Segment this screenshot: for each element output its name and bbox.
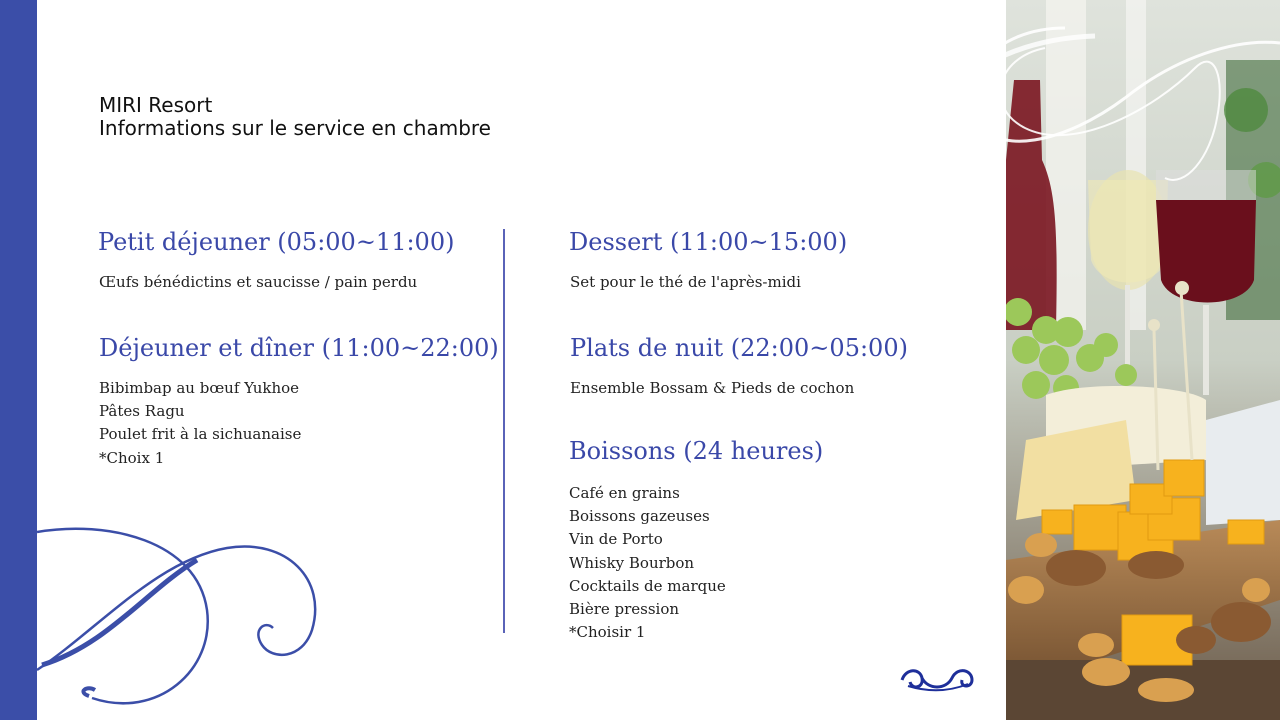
- dessert-title: Dessert (11:00~15:00): [569, 228, 848, 256]
- column-divider: [503, 229, 505, 633]
- drinks-title: Boissons (24 heures): [569, 437, 824, 465]
- breakfast-title: Petit déjeuner (05:00~11:00): [98, 228, 455, 256]
- list-item: Whisky Bourbon: [569, 553, 695, 572]
- list-item: Set pour le thé de l'après-midi: [570, 273, 801, 291]
- breakfast-items: [99, 271, 417, 294]
- list-item: Bibimbap au bœuf Yukhoe: [99, 379, 300, 397]
- wave-ornament-icon: [898, 662, 976, 694]
- lunch-dinner-items: [99, 377, 301, 470]
- page-header: [99, 94, 491, 140]
- flourish-ornament-icon: [955, 18, 1280, 188]
- list-item: Cocktails de marque: [569, 576, 726, 595]
- left-accent-bar: [0, 0, 37, 720]
- dessert-items: [570, 271, 801, 294]
- swirl-ornament-icon: [37, 520, 337, 720]
- list-item: Boissons gazeuses: [569, 507, 710, 526]
- list-item: Poulet frit à la sichuanaise: [99, 425, 302, 444]
- list-item: Pâtes Ragu: [99, 402, 185, 421]
- list-item: Café en grains: [569, 484, 680, 502]
- lunch-dinner-title: Déjeuner et dîner (11:00~22:00): [99, 334, 499, 362]
- list-item: *Choix 1: [99, 448, 165, 467]
- list-item: Œufs bénédictins et saucisse / pain perdu: [99, 273, 418, 291]
- drinks-items: [569, 482, 726, 644]
- list-item: Bière pression: [569, 600, 680, 619]
- night-title: Plats de nuit (22:00~05:00): [570, 334, 908, 362]
- list-item: Vin de Porto: [569, 530, 663, 549]
- page-title: Informations sur le service en chambre: [99, 116, 491, 140]
- night-items: [570, 377, 854, 400]
- list-item: Ensemble Bossam & Pieds de cochon: [570, 379, 855, 397]
- list-item: *Choisir 1: [569, 623, 646, 642]
- resort-name: MIRI Resort: [99, 93, 213, 117]
